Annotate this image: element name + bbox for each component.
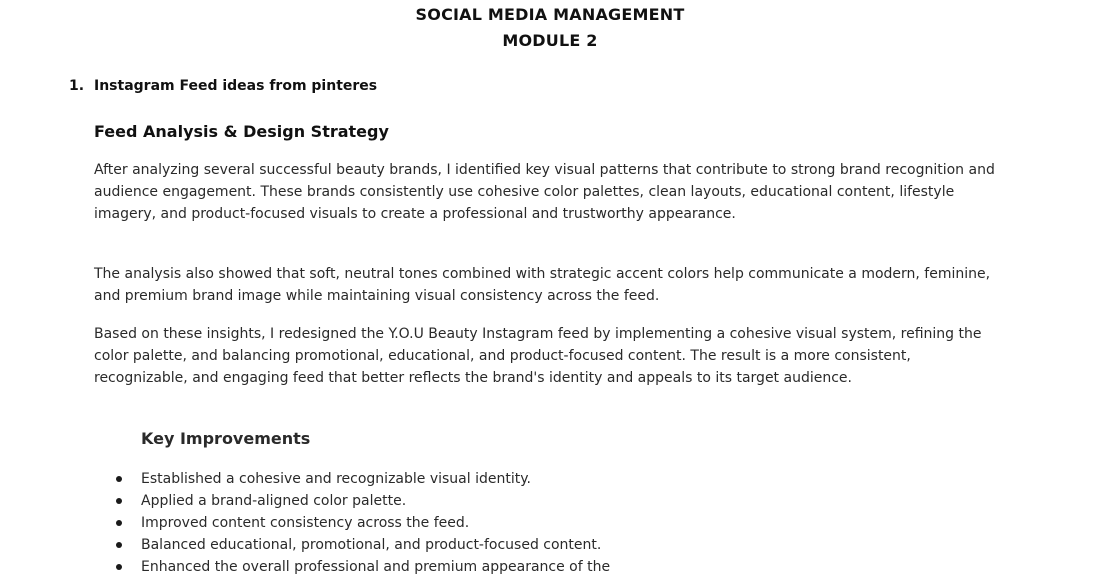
bullet-icon bbox=[116, 498, 122, 504]
bullet-icon bbox=[116, 542, 122, 548]
bullet-icon bbox=[116, 564, 122, 570]
key-improvements-heading: Key Improvements bbox=[141, 429, 311, 448]
section-heading: Instagram Feed ideas from pinteres bbox=[94, 78, 378, 94]
document-subtitle: MODULE 2 bbox=[502, 31, 598, 50]
document-title: SOCIAL MEDIA MANAGEMENT bbox=[415, 5, 685, 24]
paragraph: Based on these insights, I redesigned the Y.O.U Beauty Instagram feed by implementing a cohesive visual system, refining the color palette, and balancing promotional, educational, and product-focused content. The result is a more consistent, recognizable, and engaging feed that better reflects the brand's identity and appeals to its target audience. bbox=[94, 326, 982, 386]
list-item-text: Improved content consistency across the feed. bbox=[141, 515, 470, 531]
list-item-text: Applied a brand-aligned color palette. bbox=[141, 493, 407, 509]
list-item-text: Established a cohesive and recognizable visual identity. bbox=[141, 471, 531, 487]
bullet-icon bbox=[116, 520, 122, 526]
paragraph: The analysis also showed that soft, neutral tones combined with strategic accent colors help communicate a modern, feminine, and premium brand image while maintaining visual consistency across the feed. bbox=[94, 266, 991, 304]
bullet-icon bbox=[116, 476, 122, 482]
subsection-heading: Feed Analysis & Design Strategy bbox=[94, 122, 389, 141]
section-number: 1. bbox=[69, 78, 85, 94]
list-item-text: Enhanced the overall professional and premium appearance of the bbox=[141, 559, 611, 575]
list-item-text: Balanced educational, promotional, and product-focused content. bbox=[141, 537, 602, 553]
paragraph: After analyzing several successful beauty brands, I identified key visual patterns that contribute to strong brand recognition and audience engagement. These brands consistently use cohesive color palettes, clean layouts, educational content, lifestyle imagery, and product-focused visuals to create a professional and trustworthy appearance. bbox=[94, 162, 995, 222]
